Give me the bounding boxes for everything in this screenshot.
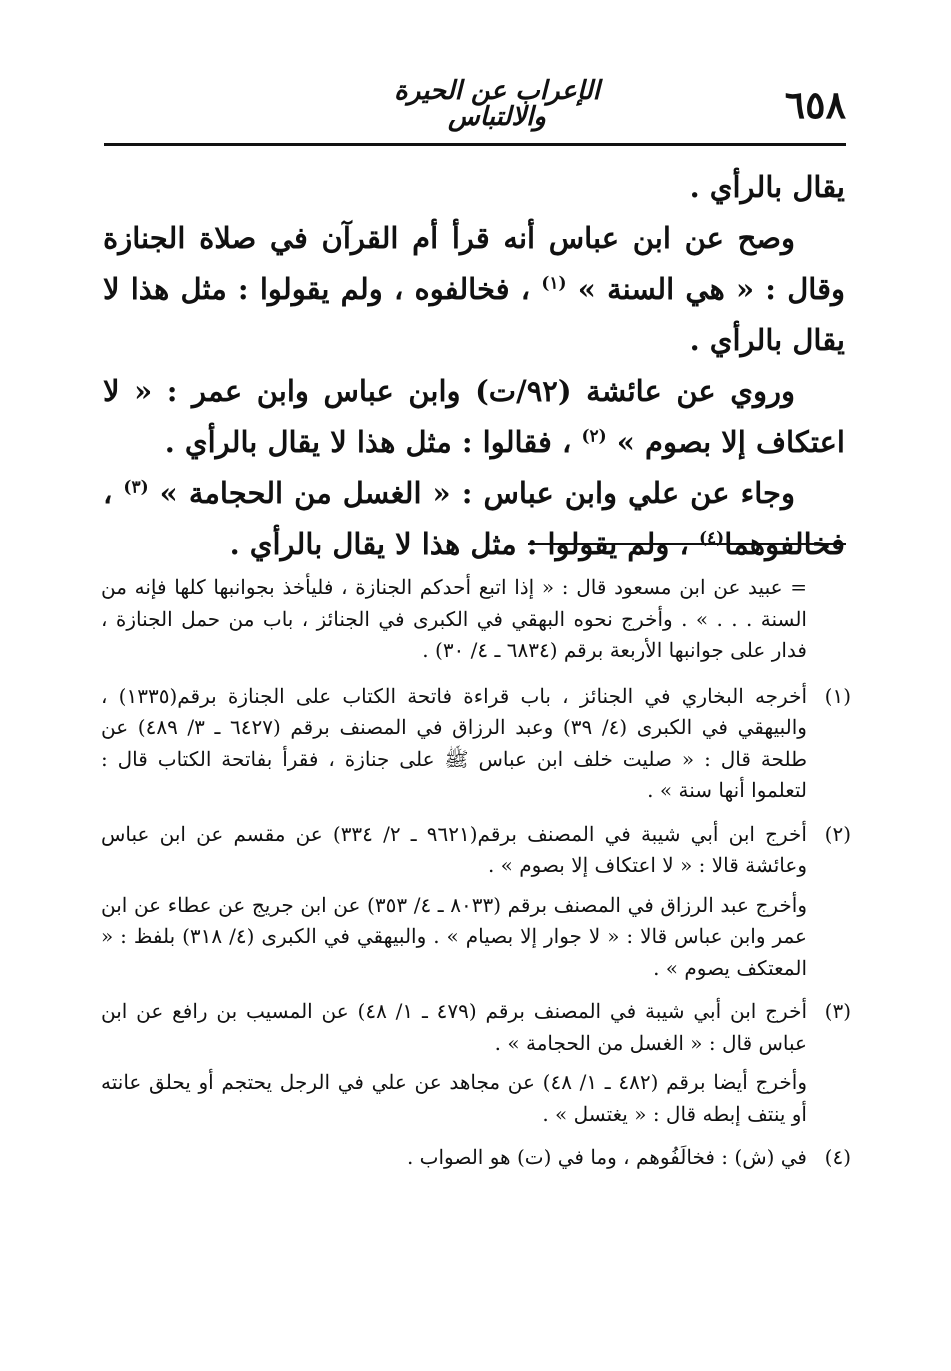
paragraph-tail: ، ولم يقولوا : مثل هذا لا يقال بالرأي . — [229, 527, 699, 561]
paragraph-text: وروي عن عائشة (٩٢/ت) وابن عباس وابن عمر : « لا اعتكاف إلا بصوم » — [103, 374, 845, 459]
footnote-continuation: = عبيد عن ابن مسعود قال : « إذا اتبع أحدكم الجنازة ، فليأخذ بجوانبها كلها فإنه من السنة . . . » . وأخرج نحوه البهقي في الكبرى في الجنائز ، باب من حمل الجنازة ، فدار على جوانبها الأربعة برقم (٦٨٣٤ ـ ٤/ ٣٠) . — [101, 575, 807, 662]
header-rule — [104, 143, 846, 146]
paragraph-1 — [103, 162, 845, 213]
footnote-text: أخرج ابن أبي شيبة في المصنف برقم (٤٧٩ ـ ١/ ٤٨) عن المسيب بن رافع عن ابن عباس قال : « الغسل من الحجامة » . — [101, 999, 807, 1055]
footnote-number: (٣) — [824, 999, 851, 1023]
footnote-ref-3[interactable]: (٣) — [123, 477, 149, 498]
footnote-2 — [101, 819, 851, 985]
footnote-ref-2[interactable]: (٢) — [581, 426, 607, 447]
footnote-text: وأخرج عبد الرزاق في المصنف برقم (٨٠٣٣ ـ ٤/ ٣٥٣) عن ابن جريج عن عطاء عن ابن عمر وابن عباس قالا : « لا جوار إلا بصيام » . والبيهقي في الكبرى (٤/ ٣١٨) بلفظ : « المعتكف يصوم » . — [101, 892, 808, 980]
footnote-number: (٤) — [824, 1145, 851, 1169]
paragraph-tail: ، فقالوا : مثل هذا لا يقال بالرأي . — [164, 425, 582, 459]
footnote-4 — [101, 1142, 851, 1174]
paragraph-tail: ، فخالفوهما — [103, 476, 845, 561]
paragraph-text: يقال بالرأي . — [689, 170, 845, 204]
footnote-text: وأخرج أيضا برقم (٤٨٢ ـ ١/ ٤٨) عن مجاهد عن علي في الرجل يحتجم أو يحلق عانته أو ينتف إبطه قال : « يغتسل » . — [101, 1070, 807, 1126]
footnote-text: أخرجه البخاري في الجنائز ، باب قراءة فاتحة الكتاب على الجنازة برقم(١٣٣٥) ، والبيهقي في الكبرى (٤/ ٣٩) وعبد الرزاق في المصنف برقم (٦٤٢٧ ـ ٣/ ٤٨٩) عن طلحة قال : « صليت خلف ابن عباس ﷺ على جنازة ، فقرأ بفاتحة الكتاب قال : لتعلموا أنها سنة » . — [101, 683, 807, 802]
footnote-ref-1[interactable]: (١) — [541, 273, 567, 294]
running-title: الإعراب عن الحيرة والالتباس — [394, 76, 600, 132]
main-text — [103, 162, 845, 570]
paragraph-4 — [103, 468, 845, 570]
footnote-separator — [528, 543, 846, 545]
footnote-1 — [101, 681, 851, 807]
paragraph-text: وصح عن ابن عباس أنه قرأ أم القرآن في صلاة الجنازة وقال : « هي السنة » — [103, 221, 845, 306]
footnote-number: (١) — [824, 683, 851, 708]
footnote-text: في (ش) : فخالَفُوهم ، وما في (ت) هو الصواب . — [406, 1145, 807, 1169]
footnote-number: (٢) — [824, 821, 851, 846]
page-number: ٦٥٨ — [784, 82, 846, 127]
paragraph-text: وجاء عن علي وابن عباس : « الغسل من الحجامة » — [148, 476, 795, 510]
footnote-ref-4[interactable]: (٤) — [698, 528, 725, 549]
footnote-text: أخرج ابن أبي شيبة في المصنف برقم(٩٦٢١ ـ ٢/ ٣٣٤) عن مقسم عن ابن عباس وعائشة قالا : « لا اعتكاف إلا بصوم » . — [101, 821, 807, 877]
paragraph-2 — [103, 213, 845, 366]
paragraph-3 — [103, 366, 845, 468]
footnote-3 — [101, 996, 851, 1130]
footnotes — [101, 572, 851, 1186]
paragraph-tail: ، فخالفوه ، ولم يقولوا : مثل هذا لا يقال بالرأي . — [103, 272, 845, 357]
